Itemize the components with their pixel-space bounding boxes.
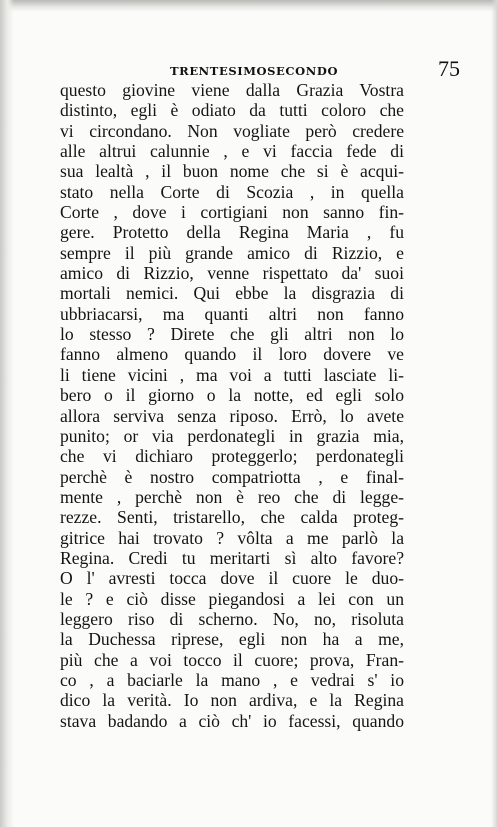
- text-line: le ? e ciò disse piegandosi a lei con un: [60, 588, 404, 609]
- text-line: dico la verità. Io non ardiva, e la Regina: [60, 690, 404, 711]
- text-line: mente , perchè non è reo che di legge-: [60, 486, 404, 507]
- page-number: 75: [438, 56, 460, 81]
- text-line: questo giovine viene dalla Grazia Vostra: [60, 80, 404, 100]
- text-line: che vi dichiaro proteggerlo; perdonategli: [60, 446, 404, 467]
- text-line: ubbriacarsi, ma quanti altri non fanno: [60, 303, 404, 324]
- body-text: [60, 80, 404, 731]
- text-line: allora serviva senza riposo. Errò, lo avete: [60, 405, 404, 426]
- running-title: TRENTESIMOSECONDO: [170, 64, 339, 78]
- text-line: fanno almeno quando il loro dovere ve: [60, 344, 404, 365]
- text-line: amico di Rizzio, venne rispettato da' suoi: [60, 263, 404, 284]
- text-line: Regina. Credi tu meritarti sì alto favore?: [60, 547, 404, 568]
- text-line: la Duchessa riprese, egli non ha a me,: [60, 629, 404, 650]
- text-line: punito; or via perdonategli in grazia mia,: [60, 425, 404, 446]
- text-line: stava badando a ciò ch' io facessi, quando: [60, 710, 404, 731]
- text-line: vi circondano. Non vogliate però credere: [60, 120, 404, 141]
- text-line: stato nella Corte di Scozia , in quella: [60, 181, 404, 202]
- text-line: li tiene vicini , ma voi a tutti lasciate li-: [60, 364, 404, 385]
- text-line: co , a baciarle la mano , e vedrai s' io: [60, 669, 404, 690]
- text-line: mortali nemici. Qui ebbe la disgrazia di: [60, 283, 404, 304]
- text-line: leggero riso di scherno. No, no, risoluta: [60, 608, 404, 629]
- text-line: gere. Protetto della Regina Maria , fu: [60, 222, 404, 243]
- text-line: O l' avresti tocca dove il cuore le duo-: [60, 568, 404, 589]
- text-line: rezze. Senti, tristarello, che calda proteg-: [60, 507, 404, 528]
- text-line: lo stesso ? Direte che gli altri non lo: [60, 324, 404, 345]
- text-line: bero o il giorno o la notte, ed egli solo: [60, 385, 404, 406]
- text-line: sua lealtà , il buon nome che si è acqui-: [60, 161, 404, 182]
- text-line: distinto, egli è odiato da tutti coloro che: [60, 100, 404, 121]
- text-line: gitrice hai trovato ? vôlta a me parlò la: [60, 527, 404, 548]
- page-top-edge-shadow: [0, 0, 497, 12]
- text-line: sempre il più grande amico di Rizzio, e: [60, 242, 404, 263]
- text-line: alle altrui calunnie , e vi faccia fede di: [60, 141, 404, 162]
- text-line: Corte , dove i cortigiani non sanno fin-: [60, 202, 404, 223]
- text-line: perchè è nostro compatriotta , e final-: [60, 466, 404, 487]
- text-line: più che a voi tocco il cuore; prova, Fran-: [60, 649, 404, 670]
- page-right-edge: [491, 0, 497, 827]
- page-gutter-shadow: [0, 0, 14, 827]
